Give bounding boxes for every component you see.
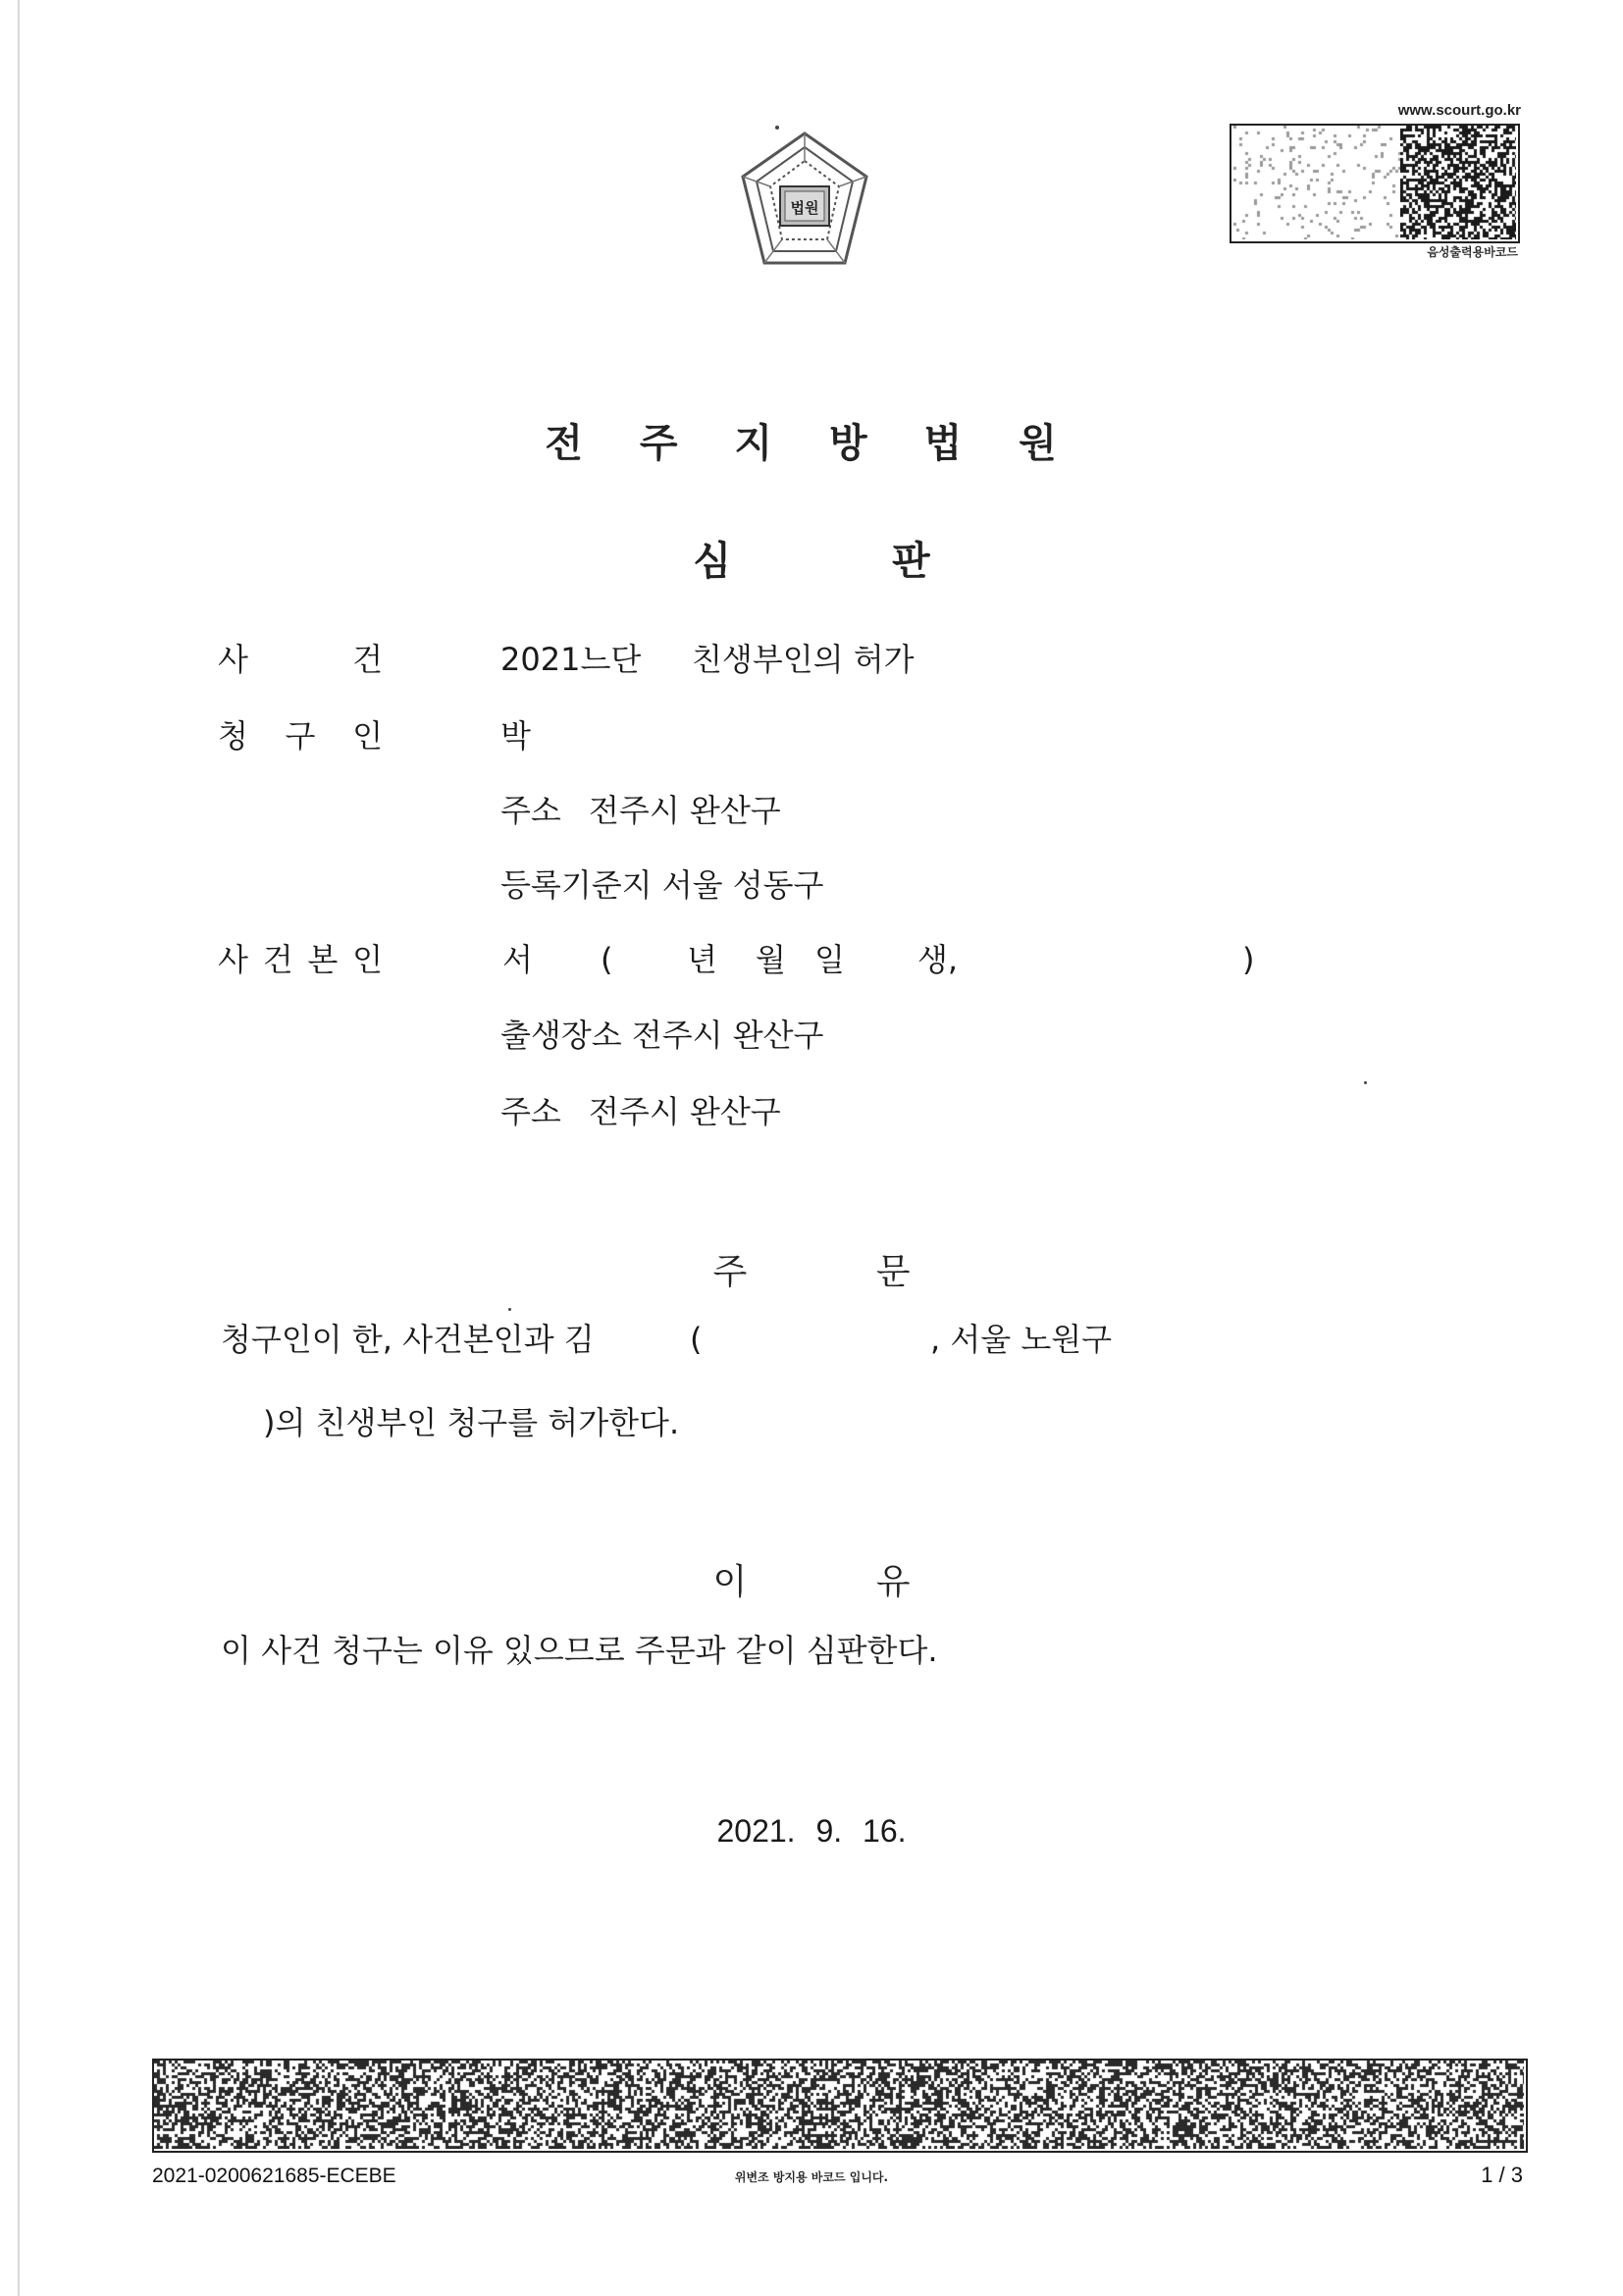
case-label: 사 건 [218, 641, 383, 678]
top-barcode [1230, 124, 1520, 243]
document-number: 2021-0200621685-ECEBE [152, 2165, 396, 2187]
seal-text: 법원 [790, 199, 819, 217]
case-subject: 친생부인의 허가 [692, 641, 915, 678]
scan-speck [508, 1308, 511, 1311]
claimant-address: 전주시 완산구 [589, 792, 781, 829]
claimant-registry: 등록기준지 서울 성동구 [500, 866, 824, 904]
claimant-address-label: 주소 [500, 792, 561, 829]
barcode-light-pattern [1233, 126, 1400, 239]
court-seal-icon [731, 126, 878, 283]
order-line1-part1: 청구인이 한, 사건본인과 김 [221, 1321, 595, 1358]
principal-year: 년 [687, 941, 717, 978]
bottom-barcode [152, 2059, 1528, 2153]
principal-open-paren: ( [601, 941, 613, 978]
scan-edge-line [18, 0, 20, 2296]
barcode-caption: 음성출력용바코드 [1427, 245, 1518, 259]
order-line1-part2: ( [690, 1321, 703, 1358]
principal-birthplace: 출생장소 전주시 완산구 [500, 1017, 824, 1054]
principal-born: 생, [917, 941, 959, 978]
order-line2: )의 친생부인 청구를 허가한다. [263, 1404, 680, 1441]
principal-day: 일 [814, 941, 845, 978]
principal-close-paren: ) [1242, 941, 1255, 978]
decision-date: 2021. 9. 16. [716, 1813, 907, 1849]
barcode-dense-pattern [1400, 126, 1516, 239]
order-heading: 주 문 [712, 1252, 911, 1292]
principal-address-label: 주소 [500, 1093, 561, 1130]
principal-address: 전주시 완산구 [589, 1093, 781, 1130]
document-type: 심 판 [693, 539, 930, 584]
principal-name: 서 [502, 941, 533, 978]
claimant-name: 박 [500, 717, 531, 755]
reasons-text: 이 사건 청구는 이유 있으므로 주문과 같이 심판한다. [221, 1632, 938, 1669]
site-url: www.scourt.go.kr [1397, 102, 1521, 119]
page-number: 1 / 3 [1481, 2163, 1523, 2187]
claimant-label: 청 구 인 [218, 717, 383, 755]
scan-speck [1364, 1081, 1367, 1084]
bottom-barcode-pattern [154, 2061, 1524, 2149]
reasons-heading: 이 유 [712, 1562, 911, 1602]
order-line1-part3: , 서울 노원구 [930, 1321, 1113, 1358]
court-name: 전 주 지 방 법 원 [545, 421, 1078, 466]
barcode-note: 위변조 방지용 바코드 입니다. [734, 2170, 889, 2184]
case-number: 2021느단 [500, 641, 642, 678]
principal-label: 사 건 본 인 [218, 941, 383, 978]
principal-month: 월 [756, 941, 786, 978]
